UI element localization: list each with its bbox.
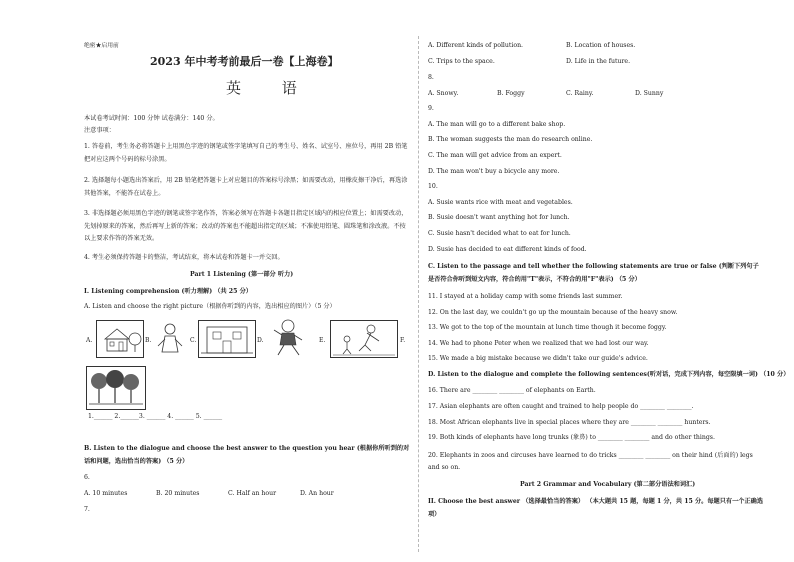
q7-option-c[interactable]: C. Trips to the space. xyxy=(428,58,495,65)
picture-label-f: F. xyxy=(400,337,406,344)
picture-label-c: C. xyxy=(190,337,197,344)
time-score-line: 本试卷考试时间：100 分钟 试卷满分：140 分。 xyxy=(84,115,219,122)
note-3: 3. 非选择题必须用黑色字迹的钢笔或签字笔作答，答案必须写在答题卡各题目指定区域内的相应位置上；如需要改动，先划掉原来的答案，然后再写上新的答案；改动的答案也不能超出指定的区域；不准使用铅笔、圆珠笔和涂改液。不按以上要求作答的答案无效。 xyxy=(84,210,408,242)
fill-item-19[interactable]: 19. Both kinds of elephants have long trunks (象鼻) to ________ ________ and do other things. xyxy=(428,434,715,441)
part2-section-heading: II. Choose the best answer （选择最恰当的答案） （本大题共 15 题，每题 1 分，共 15 分。每题只有一个正确选项） xyxy=(428,498,764,518)
fill-item-17[interactable]: 17. Asian elephants are often caught and trained to help people do ________ ________. xyxy=(428,403,694,410)
part2-heading: Part 2 Grammar and Vocabulary (第二部分语法和词汇) xyxy=(520,481,696,488)
q8-number: 8. xyxy=(428,74,434,81)
q7-option-b[interactable]: B. Location of houses. xyxy=(566,42,636,49)
picture-a[interactable] xyxy=(96,320,144,358)
q7-option-a[interactable]: A. Different kinds of pollution. xyxy=(428,42,524,49)
tf-item-12: 12. On the last day, we couldn't go up the mountain because of the heavy snow. xyxy=(428,309,678,316)
q9-option-a[interactable]: A. The man will go to a different bake shop. xyxy=(428,121,566,128)
note-4: 4. 考生必须保持答题卡的整洁，考试结束，将本试卷和答题卡一并交回。 xyxy=(84,254,284,261)
q6-number: 6. xyxy=(84,474,90,481)
notes-heading: 注意事项： xyxy=(84,127,115,134)
q7-number: 7. xyxy=(84,506,90,513)
fill-item-16[interactable]: 16. There are ________ ________ of elephants on Earth. xyxy=(428,387,596,394)
q10-option-a[interactable]: A. Susie wants rice with meat and vegetables. xyxy=(428,199,573,206)
fill-item-18[interactable]: 18. Most African elephants live in special places where they are ________ ________ hunters. xyxy=(428,419,711,426)
house-trees-icon xyxy=(97,321,143,357)
subject-title: 英 语 xyxy=(226,79,315,97)
picture-label-b: B. xyxy=(145,337,152,344)
column-divider xyxy=(418,36,419,552)
tf-item-11: 11. I stayed at a holiday camp with some friends last summer. xyxy=(428,293,623,300)
running-boy-icon xyxy=(266,318,312,358)
q6-option-c[interactable]: C. Half an hour xyxy=(228,490,277,497)
tf-item-15: 15. We made a big mistake because we didn't take our guide's advice. xyxy=(428,355,648,362)
q8-option-c[interactable]: C. Rainy. xyxy=(566,90,594,97)
section-b-heading: B. Listen to the dialogue and choose the best answer to the question you hear (根据你所听到的对话和问题，选出恰当的答案) （5 分） xyxy=(84,445,410,465)
picture-f[interactable] xyxy=(86,366,146,410)
q6-option-a[interactable]: A. 10 minutes xyxy=(84,490,128,497)
picture-e[interactable] xyxy=(330,320,398,358)
q6-option-b[interactable]: B. 20 minutes xyxy=(156,490,200,497)
q8-option-a[interactable]: A. Snowy. xyxy=(428,90,459,97)
q10-number: 10. xyxy=(428,183,438,190)
tf-item-14: 14. We had to phone Peter when we realized that we had lost our way. xyxy=(428,340,649,347)
forest-icon xyxy=(87,367,145,409)
section-d-heading: D. Listen to the dialogue and complete the following sentences(听对话，完成下列内容，每空限填一词) （10 分） xyxy=(428,371,790,378)
q8-option-b[interactable]: B. Foggy xyxy=(497,90,525,97)
q10-option-d[interactable]: D. Susie has decided to eat different kinds of food. xyxy=(428,246,587,253)
q10-option-b[interactable]: B. Susie doesn't want anything hot for lunch. xyxy=(428,214,570,221)
section-1-heading: I. Listening comprehension (听力理解) （共 25 分） xyxy=(84,288,252,295)
note-2: 2. 选择题每小题选出答案后，用 2B 铅笔把答题卡上对应题目的答案标号涂黑；如需要改动，用橡皮擦干净后，再选涂其他答案，不能答在试卷上。 xyxy=(84,177,408,197)
q6-option-d[interactable]: D. An hour xyxy=(300,490,334,497)
person-icon xyxy=(153,322,187,355)
exam-title: 2023 年中考考前最后一卷【上海卷】 xyxy=(150,55,339,68)
section-a-heading: A. Listen and choose the right picture（根据你听到的内容，选出相应的图片）（5 分） xyxy=(84,303,336,310)
picture-c[interactable] xyxy=(198,320,256,358)
picture-label-d: D. xyxy=(257,337,264,344)
picture-label-a: A. xyxy=(86,337,93,344)
q8-option-d[interactable]: D. Sunny xyxy=(635,90,664,97)
answer-blanks-1-5[interactable]: 1.______ 2.______3. ______ 4. ______ 5. ______ xyxy=(88,413,223,420)
q9-number: 9. xyxy=(428,105,434,112)
section-c-heading: C. Listen to the passage and tell whether the following statements are true or false (判断下列句子是否符合你听到短文内容，符合的用"T"表示，不符合的用"F"表示) （5 分） xyxy=(428,263,759,283)
q10-option-c[interactable]: C. Susie hasn't decided what to eat for lunch. xyxy=(428,230,571,237)
picture-b[interactable] xyxy=(153,322,187,355)
part1-heading: Part 1 Listening (第一部分 听力) xyxy=(190,271,294,278)
q9-option-c[interactable]: C. The man will get advice from an expert. xyxy=(428,152,562,159)
q7-option-d[interactable]: D. Life in the future. xyxy=(566,58,631,65)
tf-item-13: 13. We got to the top of the mountain at lunch time though it become foggy. xyxy=(428,324,667,331)
note-1: 1. 答卷前，考生务必将答题卡上用黑色字迹的钢笔或签字笔填写自己的考生号、姓名、试室号、座位号，再用 2B 铅笔把对应这两个号码的标号涂黑。 xyxy=(84,143,408,163)
fill-item-20[interactable]: 20. Elephants in zoos and circuses have learned to do tricks ________ ________ on their hind (后面的) legs and so on. xyxy=(428,452,753,471)
confidential-label: 绝密★启用前 xyxy=(84,43,119,49)
q9-option-d[interactable]: D. The man won't buy a bicycle any more. xyxy=(428,168,560,175)
building-icon xyxy=(199,321,255,357)
picture-d[interactable] xyxy=(266,318,312,358)
picture-label-e: E. xyxy=(319,337,326,344)
people-playing-icon xyxy=(331,321,397,357)
q9-option-b[interactable]: B. The woman suggests the man do research online. xyxy=(428,136,593,143)
